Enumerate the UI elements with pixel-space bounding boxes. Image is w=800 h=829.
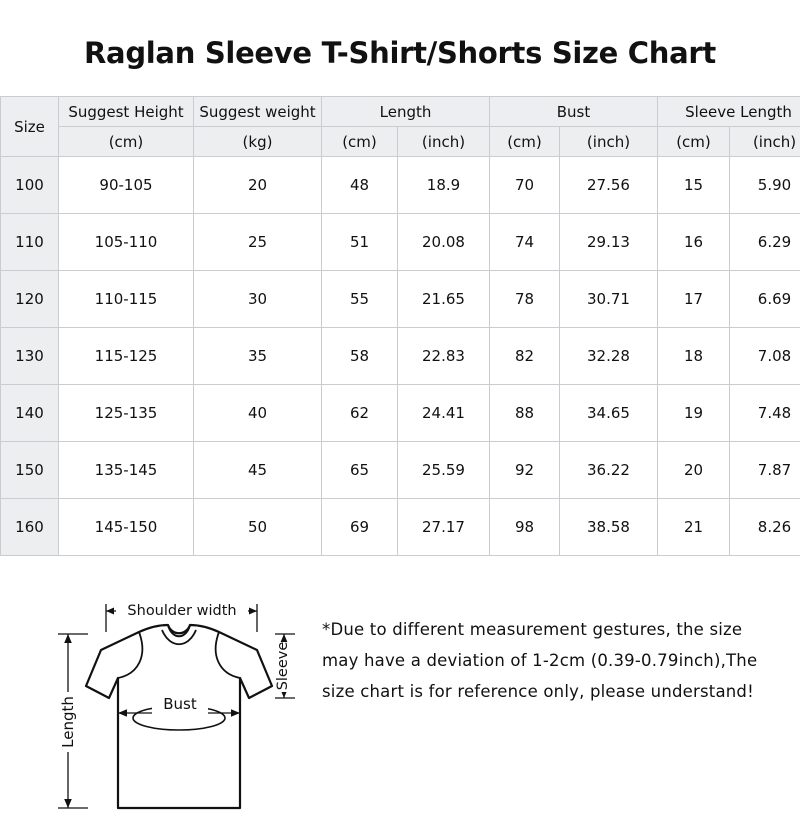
shoulder-width-label: Shoulder width — [127, 603, 236, 619]
cell-sleeve-cm: 15 — [658, 157, 730, 214]
cell-length-inch: 24.41 — [398, 385, 490, 442]
bust-label: Bust — [163, 695, 197, 713]
size-chart-table — [0, 96, 800, 556]
cell-sleeve-inch: 5.90 — [730, 157, 800, 214]
cell-sleeve-inch: 7.87 — [730, 442, 800, 499]
unit-bust-inch: (inch) — [560, 127, 658, 157]
cell-height: 110-115 — [59, 271, 194, 328]
cell-weight: 35 — [194, 328, 322, 385]
cell-sleeve-cm: 16 — [658, 214, 730, 271]
cell-size: 120 — [1, 271, 59, 328]
cell-bust-inch: 29.13 — [560, 214, 658, 271]
diagram-and-note — [0, 562, 800, 822]
cell-bust-cm: 70 — [490, 157, 560, 214]
cell-bust-inch: 34.65 — [560, 385, 658, 442]
cell-bust-cm: 78 — [490, 271, 560, 328]
cell-sleeve-cm: 21 — [658, 499, 730, 556]
header-suggest-weight: Suggest weight — [194, 97, 322, 127]
cell-weight: 20 — [194, 157, 322, 214]
unit-weight-kg: (kg) — [194, 127, 322, 157]
cell-size: 100 — [1, 157, 59, 214]
cell-length-cm: 58 — [322, 328, 398, 385]
cell-bust-cm: 98 — [490, 499, 560, 556]
cell-bust-inch: 32.28 — [560, 328, 658, 385]
cell-length-cm: 48 — [322, 157, 398, 214]
table-row — [1, 271, 800, 328]
cell-length-inch: 22.83 — [398, 328, 490, 385]
cell-length-inch: 27.17 — [398, 499, 490, 556]
table-unit-row — [1, 127, 800, 157]
cell-sleeve-inch: 6.69 — [730, 271, 800, 328]
cell-length-cm: 62 — [322, 385, 398, 442]
unit-sleeve-inch: (inch) — [730, 127, 800, 157]
cell-sleeve-cm: 18 — [658, 328, 730, 385]
cell-bust-inch: 38.58 — [560, 499, 658, 556]
cell-bust-cm: 82 — [490, 328, 560, 385]
unit-height-cm: (cm) — [59, 127, 194, 157]
tshirt-diagram — [44, 570, 314, 820]
cell-height: 90-105 — [59, 157, 194, 214]
cell-sleeve-inch: 8.26 — [730, 499, 800, 556]
cell-sleeve-cm: 20 — [658, 442, 730, 499]
cell-length-inch: 25.59 — [398, 442, 490, 499]
sleeve-label: Sleeve — [275, 642, 291, 691]
cell-weight: 25 — [194, 214, 322, 271]
unit-sleeve-cm: (cm) — [658, 127, 730, 157]
length-label: Length — [59, 696, 77, 748]
cell-bust-cm: 92 — [490, 442, 560, 499]
cell-bust-inch: 27.56 — [560, 157, 658, 214]
cell-length-inch: 21.65 — [398, 271, 490, 328]
header-sleeve-length: Sleeve Length — [658, 97, 800, 127]
cell-length-inch: 20.08 — [398, 214, 490, 271]
table-row — [1, 442, 800, 499]
cell-sleeve-inch: 7.48 — [730, 385, 800, 442]
cell-height: 145-150 — [59, 499, 194, 556]
cell-sleeve-cm: 17 — [658, 271, 730, 328]
table-row — [1, 328, 800, 385]
cell-size: 140 — [1, 385, 59, 442]
table-row — [1, 157, 800, 214]
cell-length-cm: 65 — [322, 442, 398, 499]
tshirt-svg — [44, 570, 314, 825]
cell-length-cm: 69 — [322, 499, 398, 556]
page-title: Raglan Sleeve T-Shirt/Shorts Size Chart — [0, 0, 800, 70]
header-suggest-height: Suggest Height — [59, 97, 194, 127]
table-row — [1, 214, 800, 271]
cell-bust-inch: 36.22 — [560, 442, 658, 499]
cell-length-cm: 55 — [322, 271, 398, 328]
cell-height: 115-125 — [59, 328, 194, 385]
cell-weight: 45 — [194, 442, 322, 499]
cell-sleeve-inch: 7.08 — [730, 328, 800, 385]
header-size: Size — [1, 97, 59, 157]
cell-sleeve-inch: 6.29 — [730, 214, 800, 271]
unit-length-cm: (cm) — [322, 127, 398, 157]
cell-weight: 30 — [194, 271, 322, 328]
cell-bust-cm: 88 — [490, 385, 560, 442]
cell-length-cm: 51 — [322, 214, 398, 271]
cell-bust-inch: 30.71 — [560, 271, 658, 328]
unit-length-inch: (inch) — [398, 127, 490, 157]
table-header-row — [1, 97, 800, 127]
cell-size: 150 — [1, 442, 59, 499]
cell-size: 130 — [1, 328, 59, 385]
cell-height: 105-110 — [59, 214, 194, 271]
cell-size: 110 — [1, 214, 59, 271]
cell-height: 135-145 — [59, 442, 194, 499]
cell-weight: 50 — [194, 499, 322, 556]
cell-size: 160 — [1, 499, 59, 556]
cell-bust-cm: 74 — [490, 214, 560, 271]
unit-bust-cm: (cm) — [490, 127, 560, 157]
measurement-note: *Due to different measurement gestures, the size may have a deviation of 1-2cm (0.39-0.79inch),The size chart is for reference only, please understand! — [322, 614, 772, 707]
table-row — [1, 499, 800, 556]
cell-length-inch: 18.9 — [398, 157, 490, 214]
table-row — [1, 385, 800, 442]
cell-sleeve-cm: 19 — [658, 385, 730, 442]
header-length: Length — [322, 97, 490, 127]
cell-height: 125-135 — [59, 385, 194, 442]
cell-weight: 40 — [194, 385, 322, 442]
header-bust: Bust — [490, 97, 658, 127]
